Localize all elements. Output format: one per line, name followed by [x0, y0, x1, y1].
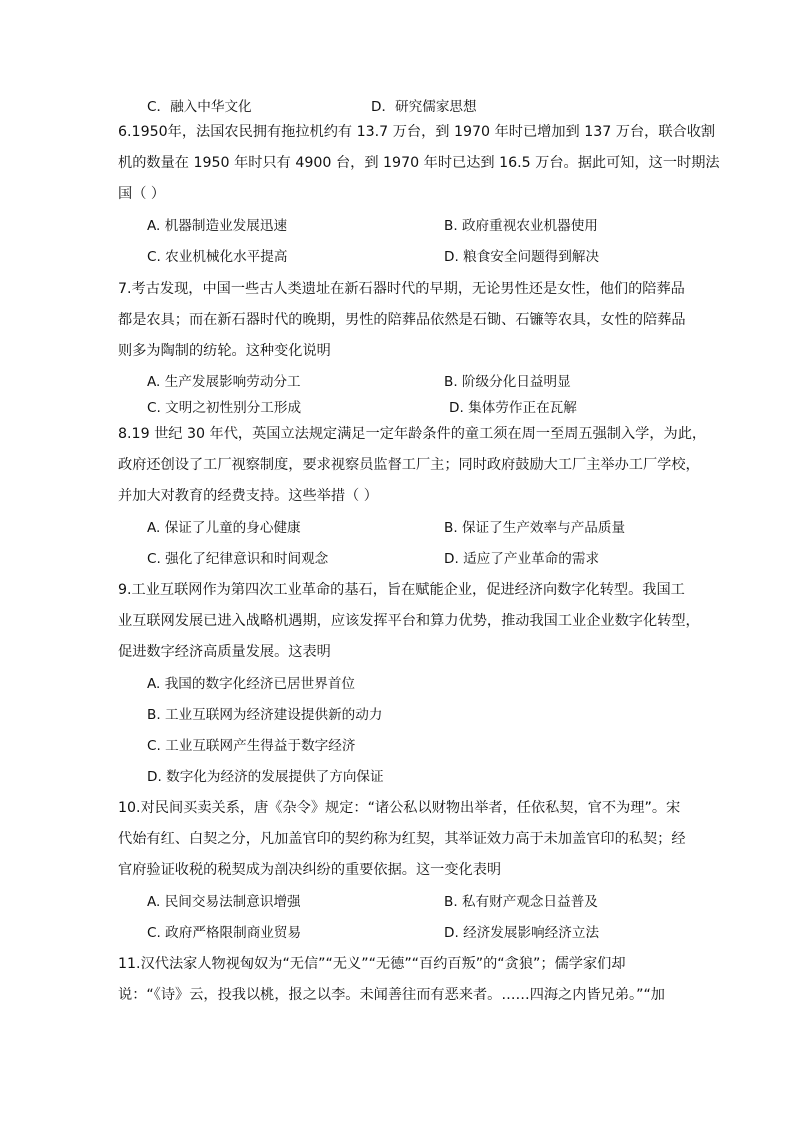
q9-option-b: B. 工业互联网为经济建设提供新的动力 [147, 707, 383, 723]
q6-option-d: D. 粮食安全问题得到解决 [444, 249, 600, 265]
q6-option-b: B. 政府重视农业机器使用 [444, 218, 598, 234]
q7-stem-line-1: 7.考古发现，中国一些古人类遗址在新石器时代的早期，无论男性还是女性，他们的陪葬品 [118, 281, 685, 297]
q7-option-d: D. 集体劳作正在瓦解 [449, 400, 577, 416]
q8-stem-line-1: 8.19 世纪 30 年代，英国立法规定满足一定年龄条件的童工须在周一至周五强制入学，为此， [118, 426, 707, 442]
q8-stem-line-2: 政府还创设了工厂视察制度，要求视察员监督工厂主；同时政府鼓励大工厂主举办工厂学校， [118, 457, 700, 473]
q8-option-b: B. 保证了生产效率与产品质量 [444, 520, 626, 536]
q6-option-c: C. 农业机械化水平提高 [147, 249, 288, 265]
q6-stem-line-3: 国（ ） [118, 186, 166, 202]
q5-option-c: C．融入中华文化 [147, 99, 252, 115]
q7-option-a: A. 生产发展影响劳动分工 [147, 374, 301, 390]
q9-stem-line-3: 促进数字经济高质量发展。这表明 [118, 644, 331, 660]
q11-stem-line-2: 说：“《诗》云，投我以桃，报之以李。未闻善往而有恶来者。……四海之内皆兄弟。”“加 [118, 987, 665, 1003]
q7-option-c: C. 文明之初性别分工形成 [147, 400, 302, 416]
q7-option-b: B. 阶级分化日益明显 [444, 374, 571, 390]
q10-stem-line-2: 代始有红、白契之分，凡加盖官印的契约称为红契，其举证效力高于未加盖官印的私契；经 [118, 831, 686, 847]
q6-stem-line-2: 机的数量在 1950 年时只有 4900 台，到 1970 年时已达到 16.5 万台。据此可知，这一时期法 [118, 155, 720, 171]
q7-stem-line-3: 则多为陶制的纺轮。这种变化说明 [118, 343, 331, 359]
q10-stem-line-3: 官府验证收税的税契成为剖决纠纷的重要依据。这一变化表明 [118, 862, 502, 878]
q10-stem-line-1: 10.对民间买卖关系，唐《杂令》规定：“诸公私以财物出举者，任依私契，官不为理”。宋 [118, 800, 681, 816]
q11-stem-line-1: 11.汉代法家人物视匈奴为“无信”“无义”“无德”“百约百叛”的“贪狼”；儒学家们却 [118, 956, 626, 972]
q9-option-c: C. 工业互联网产生得益于数字经济 [147, 738, 356, 754]
q8-option-c: C. 强化了纪律意识和时间观念 [147, 551, 329, 567]
q5-option-d: D．研究儒家思想 [371, 99, 477, 115]
q10-option-a: A. 民间交易法制意识增强 [147, 894, 301, 910]
q8-option-d: D. 适应了产业革命的需求 [444, 551, 600, 567]
q9-option-a: A. 我国的数字化经济已居世界首位 [147, 676, 356, 692]
q6-option-a: A. 机器制造业发展迅速 [147, 218, 288, 234]
q8-stem-line-3: 并加大对教育的经费支持。这些举措（ ） [118, 488, 378, 504]
q10-option-b: B. 私有财产观念日益普及 [444, 894, 598, 910]
q9-stem-line-1: 9.工业互联网作为第四次工业革命的基石，旨在赋能企业，促进经济向数字化转型。我国工 [118, 582, 685, 598]
q7-stem-line-2: 都是农具；而在新石器时代的晚期，男性的陪葬品依然是石锄、石镰等农具，女性的陪葬品 [118, 312, 686, 328]
q9-stem-line-2: 业互联网发展已进入战略机遇期，应该发挥平台和算力优势，推动我国工业企业数字化转型， [118, 613, 700, 629]
q10-option-d: D. 经济发展影响经济立法 [444, 925, 600, 941]
q9-option-d: D. 数字化为经济的发展提供了方向保证 [147, 769, 384, 785]
q10-option-c: C. 政府严格限制商业贸易 [147, 925, 302, 941]
q8-option-a: A. 保证了儿童的身心健康 [147, 520, 301, 536]
q6-stem-line-1: 6.1950年，法国农民拥有拖拉机约有 13.7 万台，到 1970 年时已增加到 137 万台，联合收割 [118, 124, 716, 140]
